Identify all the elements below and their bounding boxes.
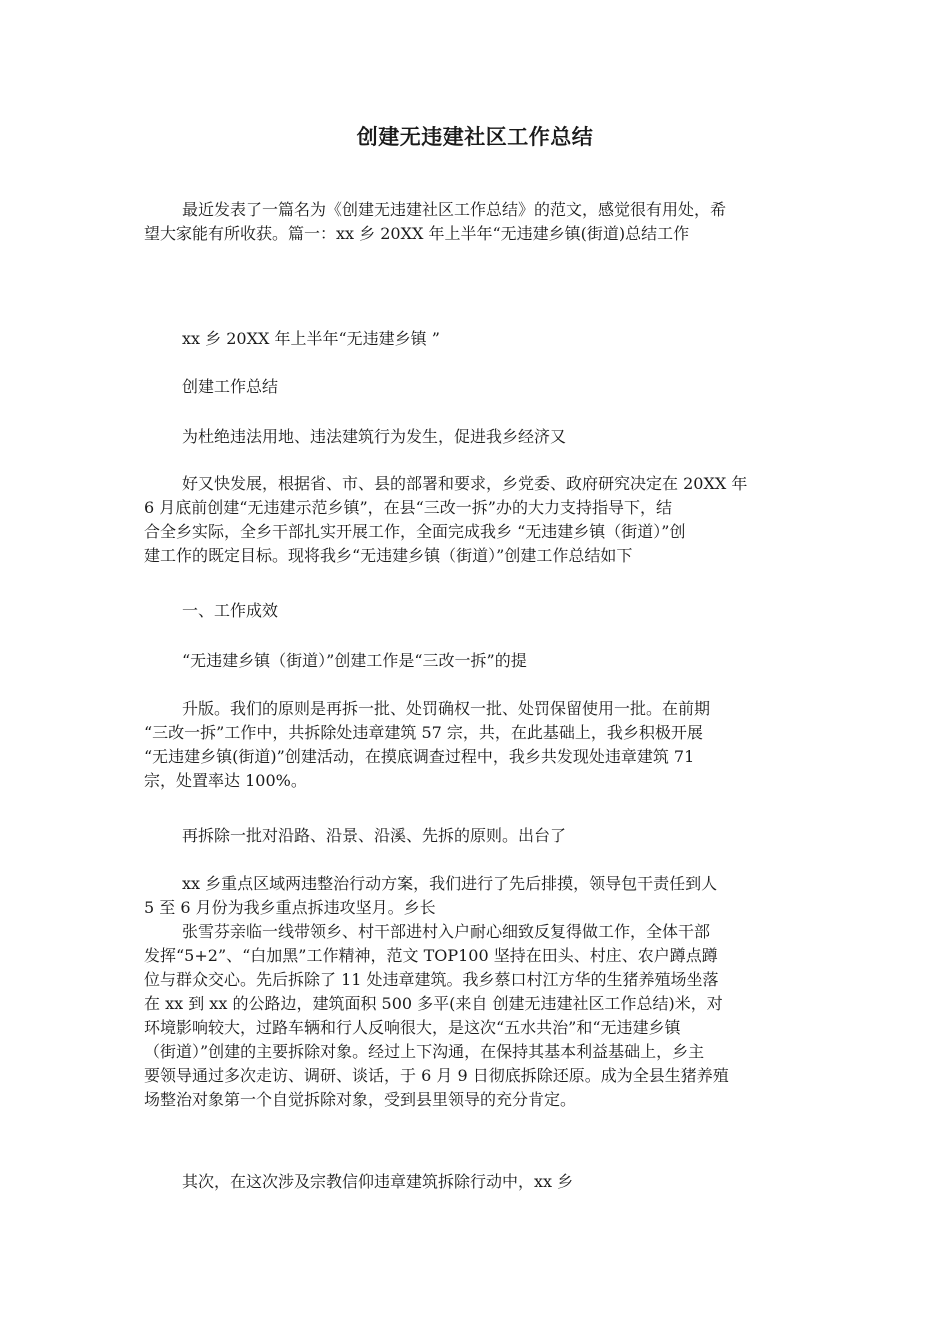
text-line: 发挥“5+2”、“白加黑”工作精神，范文 TOP100 坚持在田头、村庄、农户蹲点蹲 (144, 946, 718, 965)
text-line: 5 至 6 月份为我乡重点拆违攻坚月。乡长 (144, 898, 436, 917)
text-line: 为杜绝违法用地、违法建筑行为发生，促进我乡经济又 (182, 427, 567, 446)
text-line: 合全乡实际，全乡干部扎实开展工作，全面完成我乡 “无违建乡镇（街道）”创 (144, 522, 686, 541)
text-line: “无违建乡镇(街道)”创建活动，在摸底调查过程中，我乡共发现处违章建筑 71 (144, 747, 695, 766)
text-line: （街道）”创建的主要拆除对象。经过上下沟通，在保持其基本利益基础上，乡主 (144, 1042, 705, 1061)
text-line: 望大家能有所收获。篇一：xx 乡 20XX 年上半年“无违建乡镇(街道)总结工作 (144, 224, 690, 243)
paragraph-p3 (144, 649, 812, 673)
text-line: 6 月底前创建“无违建示范乡镇”，在县“三改一拆”办的大力支持指导下，结 (144, 498, 672, 517)
text-line: 环境影响较大，过路车辆和行人反响很大，是这次“五水共治”和“无违建乡镇 (144, 1018, 681, 1037)
text-line: 宗，处置率达 100%。 (144, 771, 307, 790)
text-line: “无违建乡镇（街道）”创建工作是“三改一拆”的提 (182, 651, 527, 670)
text-line: 要领导通过多次走访、调研、谈话，于 6 月 9 日彻底拆除还原。成为全县生猪养殖 (144, 1066, 729, 1085)
text-line: xx 乡重点区域两违整治行动方案，我们进行了先后排摸，领导包干责任到人 (182, 874, 718, 893)
text-line: 建工作的既定目标。现将我乡“无违建乡镇（街道）”创建工作总结如下 (144, 546, 633, 565)
paragraph-p5 (144, 824, 812, 848)
paragraph-p8 (144, 1170, 812, 1194)
text-line: 张雪芬亲临一线带领乡、村干部进村入户耐心细致反复得做工作，全体干部 (182, 922, 711, 941)
paragraph-heading-2 (144, 375, 812, 399)
paragraph-p1 (144, 425, 812, 449)
paragraph-p6 (144, 872, 812, 920)
paragraph-p4 (144, 697, 812, 793)
text-line: 再拆除一批对沿路、沿景、沿溪、先拆的原则。出台了 (182, 826, 567, 845)
text-line: 一、工作成效 (182, 601, 279, 620)
text-line: 最近发表了一篇名为《创建无违建社区工作总结》的范文，感觉很有用处，希 (182, 200, 727, 219)
text-line: “三改一拆”工作中，共拆除处违章建筑 57 宗，共，在此基础上，我乡积极开展 (144, 723, 703, 742)
text-line: 场整治对象第一个自觉拆除对象，受到县里领导的充分肯定。 (144, 1090, 577, 1109)
text-line: 其次，在这次涉及宗教信仰违章建筑拆除行动中，xx 乡 (182, 1172, 574, 1191)
paragraph-p7 (144, 920, 812, 1112)
text-line: 在 xx 到 xx 的公路边，建筑面积 500 多平(来自 创建无违建社区工作总结)米，对 (144, 994, 723, 1013)
document-title: 创建无违建社区工作总结 (356, 124, 594, 149)
paragraph-intro (144, 198, 812, 246)
paragraph-p2 (144, 472, 812, 568)
text-line: 位与群众交心。先后拆除了 11 处违章建筑。我乡蔡口村江方华的生猪养殖场坐落 (144, 970, 719, 989)
text-line: 升版。我们的原则是再拆一批、处罚确权一批、处罚保留使用一批。在前期 (182, 699, 711, 718)
paragraph-section-1 (144, 599, 812, 623)
paragraph-heading-1 (144, 327, 812, 351)
text-line: 创建工作总结 (182, 377, 279, 396)
text-line: 好又快发展，根据省、市、县的部署和要求，乡党委、政府研究决定在 20XX 年 (182, 474, 748, 493)
text-line: xx 乡 20XX 年上半年“无违建乡镇 ” (182, 329, 440, 348)
